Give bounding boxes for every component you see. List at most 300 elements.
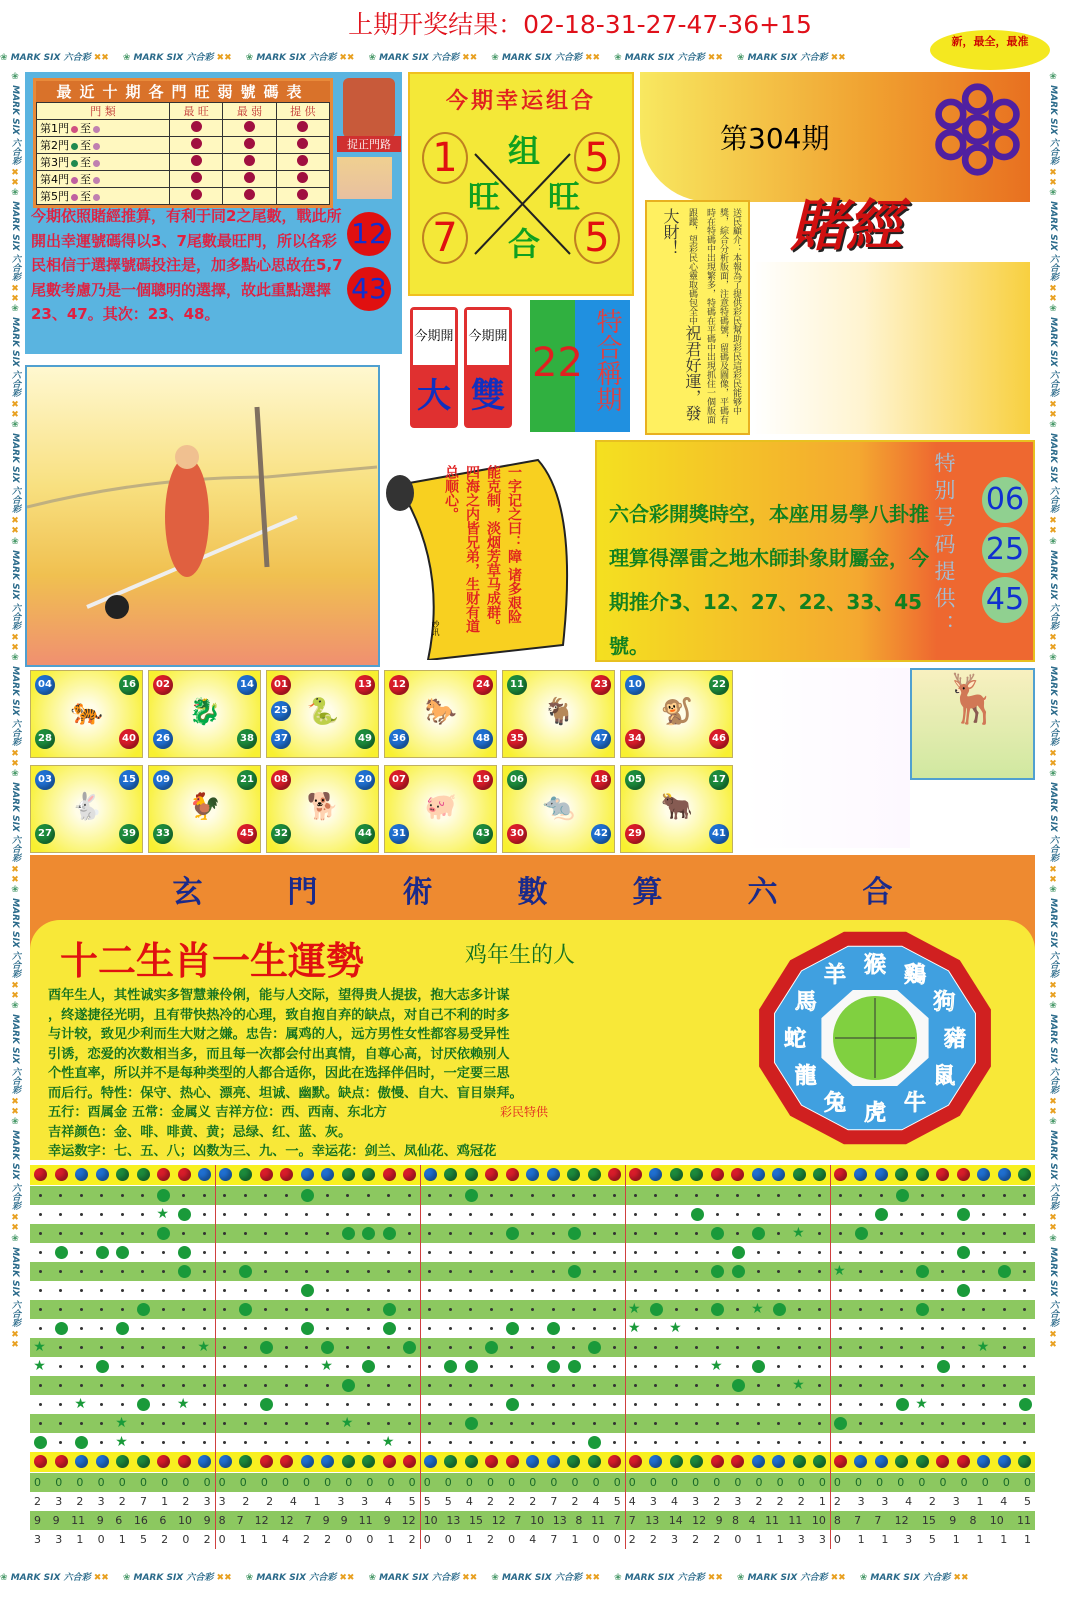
dot-icon: [654, 1251, 657, 1254]
dot-icon: [387, 1194, 390, 1197]
dot-icon: [59, 1213, 62, 1216]
dot-icon: [552, 1403, 555, 1406]
dot-icon: [880, 1194, 883, 1197]
dot-icon: [387, 1213, 390, 1216]
dot-icon: [346, 1213, 349, 1216]
dot-icon: [203, 1289, 206, 1292]
dot-icon: [839, 1308, 842, 1311]
dot-icon: [880, 1384, 883, 1387]
cross-icon: ✖✖: [339, 53, 355, 63]
cross-icon: ✖✖: [584, 53, 601, 63]
dot-icon: [203, 1308, 206, 1311]
dot-icon: [675, 1213, 678, 1216]
flower-icon: ❀: [10, 420, 20, 431]
fortune-text: [48, 986, 728, 1162]
hit-dot-icon: [157, 1227, 170, 1240]
dot-icon: [736, 1403, 739, 1406]
dot-icon: [93, 143, 100, 150]
dot-icon: [449, 1327, 452, 1330]
brand-text: MARK SIX: [1048, 1246, 1058, 1297]
number-ball: [588, 1168, 601, 1181]
notice-text: 送民顧介：本報為了提供彩民幫助彩民這彩民能够中獎，綜合分析版面，注意特碼號，留碼及圖像，平碼有時在特碼中出現繁多，特碼在平碼中出現抓住一個版面跟蹤，望彩民心靈取碼包全中: [687, 208, 741, 424]
dot-icon: [675, 1289, 678, 1292]
dot-icon: [798, 1251, 801, 1254]
brand-cn-text: 六合彩: [309, 53, 337, 63]
number-ball: [752, 1455, 765, 1468]
dot-icon: [346, 1194, 349, 1197]
last-result-header: [0, 0, 1080, 48]
number-ball: [834, 1455, 847, 1468]
dot-icon: [716, 1422, 719, 1425]
dot-icon: [428, 1403, 431, 1406]
dot-icon: [285, 1213, 288, 1216]
dot-icon: [962, 1327, 965, 1330]
stats-row: [30, 1357, 1035, 1376]
flower-icon: ❀: [0, 1573, 8, 1583]
number-ball: [157, 1455, 170, 1468]
dot-icon: [71, 194, 78, 201]
issue-number: 第304期: [720, 122, 830, 155]
dot-icon: [297, 172, 308, 183]
dot-icon: [490, 1232, 493, 1235]
dot-icon: [326, 1251, 329, 1254]
dot-icon: [367, 1346, 370, 1349]
dot-icon: [716, 1251, 719, 1254]
hit-dot-icon: [588, 1341, 601, 1354]
dot-icon: [80, 1194, 83, 1197]
stats-values: 8 7 12 12 7 9 9 11 9 12: [218, 1514, 416, 1527]
dot-icon: [71, 160, 78, 167]
dot-icon: [141, 1289, 144, 1292]
dot-icon: [264, 1270, 267, 1273]
dot-icon: [613, 1403, 616, 1406]
dot-icon: [264, 1365, 267, 1368]
dot-icon: [921, 1365, 924, 1368]
dot-icon: [428, 1289, 431, 1292]
dot-icon: [572, 1251, 575, 1254]
dot-icon: [346, 1346, 349, 1349]
dot-icon: [531, 1422, 534, 1425]
number-ball: 22: [709, 675, 729, 695]
hit-dot-icon: [711, 1303, 724, 1316]
number-ball: [342, 1168, 355, 1181]
dot-icon: [297, 138, 308, 149]
number-ball: 38: [237, 729, 257, 749]
dot-icon: [100, 1194, 103, 1197]
row-range: 至: [80, 156, 91, 169]
dot-icon: [367, 1308, 370, 1311]
dot-icon: [613, 1441, 616, 1444]
dot-icon: [100, 1441, 103, 1444]
scroll-box: [378, 445, 588, 660]
dot-icon: [654, 1270, 657, 1273]
dot-icon: [818, 1289, 821, 1292]
scroll-sign: 妙讯: [431, 620, 440, 636]
dot-icon: [244, 121, 255, 132]
dot-icon: [59, 1422, 62, 1425]
dot-icon: [531, 1308, 534, 1311]
flower-icon: ❀: [736, 53, 745, 63]
number-ball: [834, 1168, 847, 1181]
brand-cn-text: 六合彩: [10, 370, 20, 398]
dot-icon: [839, 1384, 842, 1387]
hit-dot-icon: [855, 1227, 868, 1240]
dot-icon: [941, 1384, 944, 1387]
brand-text: MARK SIX: [10, 1246, 20, 1297]
hit-dot-icon: [34, 1436, 47, 1449]
dot-icon: [121, 1232, 124, 1235]
number-ball: 36: [389, 729, 409, 749]
dot-icon: [1023, 1308, 1026, 1311]
brand-text: MARK SIX: [1048, 85, 1058, 135]
dot-icon: [818, 1327, 821, 1330]
number-ball: [75, 1168, 88, 1181]
dot-icon: [818, 1422, 821, 1425]
row-range: 至: [80, 173, 91, 186]
brand-cn-text: 六合彩: [186, 53, 214, 63]
hit-dot-icon: [383, 1322, 396, 1335]
dot-icon: [387, 1251, 390, 1254]
number-ball: 20: [355, 770, 375, 790]
number-ball: [55, 1168, 68, 1181]
hit-dot-icon: [116, 1322, 129, 1335]
number-ball: 46: [709, 729, 729, 749]
dot-icon: [80, 1384, 83, 1387]
tehe-text: 特合稱期: [592, 308, 622, 412]
zodiac-animal-icon: 🐓: [188, 792, 222, 822]
dot-icon: [716, 1213, 719, 1216]
star-icon: ★: [33, 1339, 46, 1355]
dot-icon: [613, 1194, 616, 1197]
brand-title: 賭經: [790, 194, 902, 259]
dot-icon: [39, 1422, 42, 1425]
dot-icon: [777, 1365, 780, 1368]
wheel-sign: 兔: [823, 1091, 847, 1117]
dot-icon: [305, 1232, 308, 1235]
dot-icon: [428, 1194, 431, 1197]
cross-icon: ✖✖: [1048, 1097, 1058, 1118]
dot-icon: [367, 1194, 370, 1197]
dot-icon: [285, 1346, 288, 1349]
star-icon: ★: [320, 1358, 333, 1374]
hit-dot-icon: [1019, 1398, 1032, 1411]
hit-dot-icon: [465, 1189, 478, 1202]
dot-icon: [962, 1194, 965, 1197]
number-ball: 03: [35, 770, 55, 790]
stats-row: [30, 1300, 1035, 1319]
dot-icon: [839, 1232, 842, 1235]
dot-icon: [1023, 1213, 1026, 1216]
star-icon: ★: [381, 1434, 395, 1450]
dot-icon: [839, 1403, 842, 1406]
stats-row: [30, 1338, 1035, 1357]
dot-icon: [634, 1346, 637, 1349]
dot-icon: [100, 1346, 103, 1349]
brand-text: MARK SIX: [1048, 898, 1058, 948]
brand-text: MARK SIX: [10, 85, 20, 135]
dot-icon: [695, 1365, 698, 1368]
number-ball: 07: [389, 770, 409, 790]
fortune-line: 五行：酉属金 五常：金属义 吉祥方位：西、西南、东北方: [48, 1105, 387, 1120]
hit-dot-icon: [711, 1227, 724, 1240]
hit-dot-icon: [444, 1360, 457, 1373]
dot-icon: [818, 1403, 821, 1406]
star-icon: ★: [669, 1320, 682, 1336]
dot-icon: [121, 1270, 124, 1273]
number-ball: [137, 1168, 150, 1181]
dot-icon: [59, 1289, 62, 1292]
dot-icon: [244, 1251, 247, 1254]
cross-icon: ✖✖: [1048, 168, 1058, 189]
kai-label: 今期開: [413, 310, 455, 365]
dot-icon: [880, 1251, 883, 1254]
dot-icon: [654, 1194, 657, 1197]
dot-icon: [449, 1384, 452, 1387]
dot-icon: [387, 1365, 390, 1368]
dot-icon: [39, 1232, 42, 1235]
kai-value: 雙: [471, 376, 505, 416]
dot-icon: [100, 1422, 103, 1425]
star-icon: ★: [833, 1263, 846, 1279]
hit-dot-icon: [998, 1265, 1011, 1278]
cross-icon: ✖✖: [1048, 748, 1058, 769]
hit-dot-icon: [116, 1246, 129, 1259]
brand-text: MARK SIX: [10, 665, 20, 716]
dot-icon: [1003, 1194, 1006, 1197]
number-ball: 10: [625, 675, 645, 695]
dot-icon: [757, 1289, 760, 1292]
stats-values: 0 1 1 3 5 1 1 1 1: [833, 1533, 1031, 1546]
number-ball: [793, 1455, 806, 1468]
dot-icon: [921, 1289, 924, 1292]
dot-icon: [1003, 1213, 1006, 1216]
stats-row: [30, 1186, 1035, 1205]
brand-text: MARK SIX: [10, 317, 20, 368]
dot-icon: [695, 1270, 698, 1273]
hit-dot-icon: [239, 1303, 252, 1316]
dot-icon: [531, 1346, 534, 1349]
dot-icon: [798, 1403, 801, 1406]
dot-icon: [490, 1270, 493, 1273]
flower-icon: ❀: [10, 1233, 20, 1244]
dot-icon: [921, 1327, 924, 1330]
number-ball: [383, 1168, 396, 1181]
stats-row: [30, 1433, 1035, 1452]
wheel-sign: 馬: [794, 990, 817, 1015]
brand-cn-text: 六合彩: [1048, 254, 1058, 282]
dot-icon: [449, 1232, 452, 1235]
dot-icon: [141, 1365, 144, 1368]
dot-icon: [162, 1422, 165, 1425]
dot-icon: [285, 1251, 288, 1254]
dot-icon: [203, 1365, 206, 1368]
dot-icon: [510, 1441, 513, 1444]
top-border-strip: [0, 48, 925, 68]
dot-icon: [552, 1270, 555, 1273]
dot-icon: [675, 1403, 678, 1406]
dot-icon: [736, 1232, 739, 1235]
hit-dot-icon: [465, 1417, 478, 1430]
dot-icon: [695, 1384, 698, 1387]
dot-icon: [346, 1251, 349, 1254]
number-ball: [424, 1455, 437, 1468]
dot-icon: [552, 1346, 555, 1349]
dot-icon: [408, 1308, 411, 1311]
dot-icon: [449, 1270, 452, 1273]
dot-icon: [428, 1308, 431, 1311]
brand-text: MARK SIX: [10, 53, 61, 63]
zodiac-card: [266, 765, 379, 853]
wheel-sign: 蛇: [783, 1027, 807, 1052]
dot-icon: [900, 1289, 903, 1292]
dot-icon: [1003, 1384, 1006, 1387]
dot-icon: [982, 1308, 985, 1311]
stats-values: 0 1 1 4 2 2 0 0 1 2: [218, 1533, 416, 1546]
dot-icon: [100, 1384, 103, 1387]
door-label: 捉正門路: [337, 136, 401, 152]
dot-icon: [223, 1232, 226, 1235]
dot-icon: [100, 1327, 103, 1330]
dot-icon: [141, 1346, 144, 1349]
dot-icon: [80, 1346, 83, 1349]
dot-icon: [859, 1441, 862, 1444]
dot-icon: [880, 1327, 883, 1330]
dot-icon: [982, 1441, 985, 1444]
dot-icon: [818, 1384, 821, 1387]
number-ball: [239, 1455, 252, 1468]
hit-dot-icon: [55, 1246, 68, 1259]
wheel-sign: 豬: [943, 1027, 967, 1052]
number-ball: [506, 1455, 519, 1468]
dot-icon: [941, 1327, 944, 1330]
dot-icon: [346, 1270, 349, 1273]
dot-icon: [880, 1232, 883, 1235]
dot-icon: [613, 1270, 616, 1273]
dot-icon: [59, 1270, 62, 1273]
brand-text: MARK SIX: [10, 549, 20, 600]
dot-icon: [1023, 1327, 1026, 1330]
dot-icon: [182, 1194, 185, 1197]
number-ball: [137, 1455, 150, 1468]
cross-icon: ✖✖: [10, 284, 20, 305]
lucky-number: 1: [422, 132, 468, 184]
hit-dot-icon: [691, 1208, 704, 1221]
star-icon: ★: [156, 1206, 169, 1222]
brand-text: MARK SIX: [747, 1573, 798, 1583]
dot-icon: [428, 1251, 431, 1254]
dot-icon: [982, 1384, 985, 1387]
dot-icon: [346, 1308, 349, 1311]
hit-dot-icon: [568, 1360, 581, 1373]
dot-icon: [162, 1403, 165, 1406]
fortune-line: ，终遂捷径光明，且有带快热冷的心理，致自抱自弃的缺点，对自己不利的时多: [48, 1007, 510, 1023]
dot-icon: [736, 1289, 739, 1292]
dot-icon: [285, 1270, 288, 1273]
dot-icon: [203, 1384, 206, 1387]
brand-cn-text: 六合彩: [1048, 370, 1058, 398]
brand-text: MARK SIX: [1048, 549, 1058, 600]
dot-icon: [613, 1346, 616, 1349]
number-ball: 23: [591, 675, 611, 695]
cross-icon: ✖✖: [10, 981, 20, 1002]
dot-icon: [777, 1384, 780, 1387]
flower-icon: ❀: [736, 1573, 745, 1583]
table-row: [37, 171, 330, 188]
flower-icon: ❀: [1048, 768, 1058, 779]
dot-icon: [162, 1308, 165, 1311]
dot-icon: [71, 126, 78, 133]
hit-dot-icon: [773, 1303, 786, 1316]
hit-dot-icon: [178, 1246, 191, 1259]
hit-dot-icon: [342, 1379, 355, 1392]
dot-icon: [675, 1441, 678, 1444]
dot-icon: [531, 1270, 534, 1273]
dot-icon: [900, 1232, 903, 1235]
dot-icon: [572, 1346, 575, 1349]
dot-icon: [141, 1384, 144, 1387]
star-icon: ★: [176, 1396, 190, 1412]
dot-icon: [490, 1422, 493, 1425]
dot-icon: [716, 1384, 719, 1387]
stats-row: [30, 1243, 1035, 1262]
dot-icon: [428, 1232, 431, 1235]
dot-icon: [531, 1194, 534, 1197]
fortune-panel: [30, 920, 1035, 1160]
star-icon: ★: [115, 1415, 128, 1431]
dot-icon: [777, 1422, 780, 1425]
dot-icon: [900, 1213, 903, 1216]
dot-icon: [1003, 1441, 1006, 1444]
brand-text: MARK SIX: [256, 53, 307, 63]
number-ball: [55, 1455, 68, 1468]
dot-icon: [264, 1384, 267, 1387]
zodiac-animal-icon: 🐍: [306, 697, 340, 727]
number-ball: 26: [153, 729, 173, 749]
number-ball: 19: [473, 770, 493, 790]
dot-icon: [244, 1327, 247, 1330]
dot-icon: [654, 1365, 657, 1368]
number-ball: 08: [271, 770, 291, 790]
number-ball: [96, 1455, 109, 1468]
dot-icon: [285, 1289, 288, 1292]
dot-icon: [962, 1403, 965, 1406]
dot-icon: [59, 1194, 62, 1197]
dot-icon: [921, 1441, 924, 1444]
flower-icon: ❀: [10, 768, 20, 779]
dot-icon: [736, 1327, 739, 1330]
dot-icon: [305, 1251, 308, 1254]
kai-box-big: [408, 305, 460, 430]
dot-icon: [839, 1365, 842, 1368]
dot-icon: [675, 1384, 678, 1387]
dot-icon: [777, 1346, 780, 1349]
hit-dot-icon: [362, 1360, 375, 1373]
wheel-sign: 猴: [863, 953, 887, 978]
dot-icon: [531, 1213, 534, 1216]
flower-icon: ❀: [1048, 420, 1058, 431]
number-ball: [34, 1168, 47, 1181]
dot-icon: [244, 1422, 247, 1425]
stats-values: 0 0 1 2 0 4 7 1 0 0: [423, 1533, 621, 1546]
brand-cn-text: 六合彩: [10, 486, 20, 514]
dot-icon: [428, 1441, 431, 1444]
dot-icon: [613, 1213, 616, 1216]
fortune-line: 而后行。特性：保守、热心、漂亮、坦诚、幽默。缺点：傲慢、自大、盲目崇拜。: [48, 1085, 523, 1101]
brand-text: MARK SIX: [256, 1573, 307, 1583]
cross-icon: ✖✖: [1048, 1329, 1058, 1350]
dot-icon: [613, 1308, 616, 1311]
number-ball: 45: [237, 824, 257, 844]
